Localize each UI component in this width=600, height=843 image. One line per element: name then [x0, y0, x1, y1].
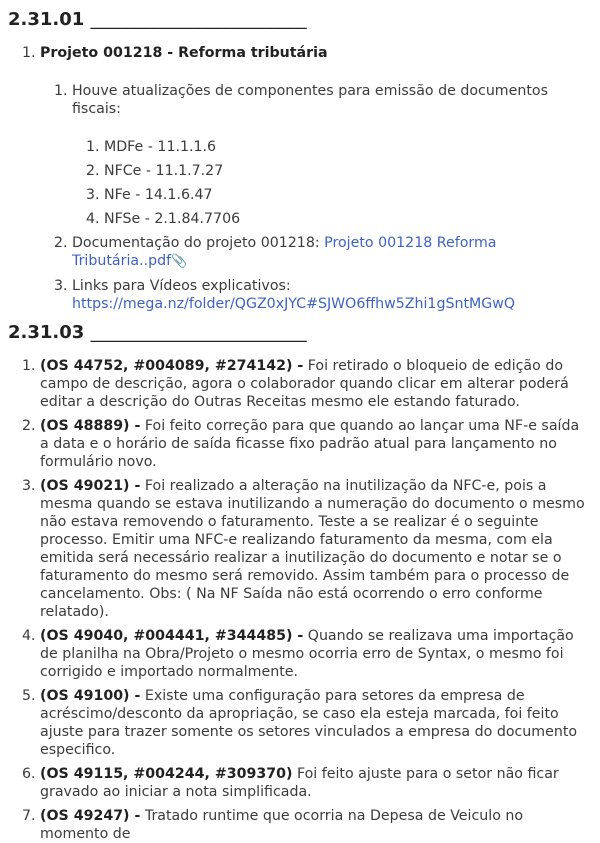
heading-rule: ________________________ [90, 322, 307, 343]
note-text: Foi feito correção para que quando ao lançar uma NF-e saída a data e o horário de saída ficasse fixo padrão atual para lançamento no formulário novo. [40, 418, 580, 470]
list-item [40, 687, 592, 759]
note-text: Existe uma configuração para setores da empresa de acréscimo/desconto da apropriação, se caso ela esteja marcada, foi feito ajuste para trazer somente os setores vinculados a empresa do documento especifico. [40, 688, 578, 758]
section-title [8, 321, 592, 345]
os-tag: (OS 49247) - [40, 808, 141, 824]
documentation-link[interactable]: Projeto 001218 Reforma Tributária..pdf [72, 235, 497, 269]
list-item [40, 765, 592, 801]
list-item [40, 357, 592, 411]
note-text: Foi retirado o bloqueio de edição do campo de descrição, agora o colaborador quando clicar em alterar poderá editar a descrição do Outras Receitas mesmo ele estando faturado. [40, 358, 569, 410]
note-text: Tratado runtime que ocorria na Depesa de Veiculo no momento de [40, 808, 524, 842]
component-list [72, 138, 592, 228]
release-notes-page [0, 8, 600, 843]
section-title [8, 8, 592, 32]
os-tag: (OS 49115, #004244, #309370) [40, 766, 293, 782]
list-item [72, 234, 592, 271]
version-label: 2.31.01 [8, 9, 85, 30]
os-tag: (OS 49100) - [40, 688, 141, 704]
note-text: Foi realizado a alteração na inutilização da NFC-e, pois a mesma quando se estava inutilizando a numeração do documento o mesmo não estava removendo o faturamento. Teste a se realizar é o seguinte processo. Emitir uma NFC-e realizando faturamento da mesma, com ela emitida será necessário realizar a inutilização do documento e notar se o faturamento do mesmo será removido. Assim também para o processo de cancelamento. Obs: ( Na NF Saída não está ocorrendo o erro conforme relatado). [40, 478, 585, 620]
list-item: 2. NFCe - 11.1.7.27 [104, 162, 592, 180]
os-tag: (OS 48889) - [40, 418, 141, 434]
project-list [8, 44, 592, 313]
note-text: Quando se realizava uma importação de planilha na Obra/Projeto o mesmo ocorria erro de Syntax, o mesmo foi corrigido e importado normalmente. [40, 628, 574, 680]
list-item [40, 44, 592, 313]
list-item [72, 82, 592, 228]
note-text: Foi feito ajuste para o setor não ficar gravado ao iniciar a nota simplificada. [40, 766, 559, 800]
os-tag: (OS 49040, #004441, #344485) - [40, 628, 304, 644]
list-item: 3. NFe - 14.1.6.47 [104, 186, 592, 204]
version-label: 2.31.03 [8, 322, 85, 343]
list-item [40, 807, 592, 843]
change-notes-list [8, 357, 592, 843]
paperclip-icon: 📎 [171, 254, 188, 269]
videos-label: Links para Vídeos explicativos: [72, 278, 291, 294]
os-tag: (OS 44752, #004089, #274142) - [40, 358, 304, 374]
list-item [40, 627, 592, 681]
documentation-label: Documentação do projeto 001218: [72, 235, 325, 251]
list-item: 1. MDFe - 11.1.1.6 [104, 138, 592, 156]
videos-link[interactable]: https://mega.nz/folder/QGZ0xJYC#SJWO6ffhw5Zhi1gSntMGwQ [72, 296, 516, 312]
heading-rule: ________________________ [90, 9, 307, 30]
project-title: Projeto 001218 - Reforma tributária [40, 45, 328, 61]
list-item [72, 277, 592, 313]
component-update-text: Houve atualizações de componentes para emissão de documentos fiscais: [72, 83, 548, 117]
os-tag: (OS 49021) - [40, 478, 141, 494]
list-item [40, 417, 592, 471]
list-item: 4. NFSe - 2.1.84.7706 [104, 210, 592, 228]
list-item [40, 477, 592, 621]
project-details [40, 82, 592, 313]
